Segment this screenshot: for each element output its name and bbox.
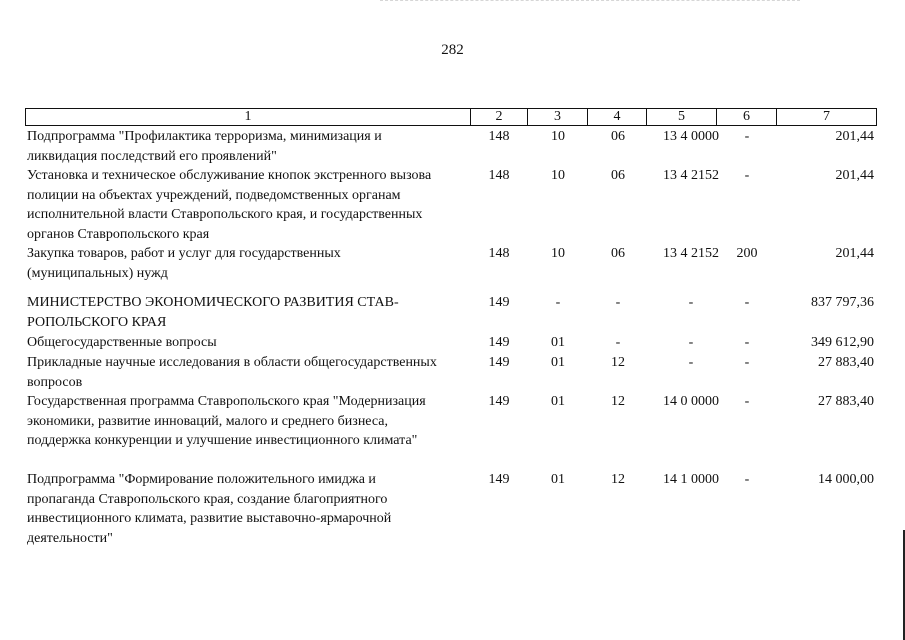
cell-col3: 01 (551, 394, 565, 409)
row-description: МИНИСТЕРСТВО ЭКОНОМИЧЕСКОГО РАЗВИТИЯ СТАВ-РОПОЛЬСКОГО КРАЯ (27, 295, 399, 330)
cell-col5: 13 4 2152 (663, 246, 719, 261)
cell-col6: - (744, 129, 750, 144)
cell-col6: - (744, 295, 750, 310)
row-description: Прикладные научные исследования в области общегосударственных вопросов (27, 355, 437, 390)
cell-col7: 27 883,40 (818, 394, 874, 409)
row-description: Подпрограмма "Формирование положительного имиджа и пропаганда Ставропольского края, создание благоприятного инвестиционного климата, развитие выставочно-ярмарочной деятельности" (27, 472, 392, 546)
cell-col6: - (744, 472, 750, 487)
table-row (25, 244, 876, 293)
cell-col2: 149 (488, 394, 510, 409)
cell-col5: 14 0 0000 (663, 394, 719, 409)
table-row (25, 353, 876, 392)
row-description: Общегосударственные вопросы (27, 335, 217, 350)
column-header-4: 4 (588, 109, 647, 126)
cell-col3: 01 (551, 355, 565, 370)
cell-col7: 14 000,00 (818, 472, 874, 487)
cell-col7: 837 797,36 (811, 295, 874, 310)
cell-col4: - (615, 335, 621, 350)
table-row (25, 470, 876, 548)
column-header-3: 3 (528, 109, 588, 126)
cell-col3: 01 (551, 335, 565, 350)
cell-col3: 01 (551, 472, 565, 487)
cell-col2: 149 (488, 335, 510, 350)
cell-col3: 10 (551, 129, 565, 144)
cell-col6: - (744, 355, 750, 370)
cell-col2: 149 (488, 295, 510, 310)
page-number: 282 (441, 42, 464, 58)
cell-col4: 12 (611, 394, 625, 409)
cell-col7: 349 612,90 (811, 335, 874, 350)
cell-col7: 201,44 (835, 246, 874, 261)
cell-col6: - (744, 394, 750, 409)
cell-col6: - (744, 168, 750, 183)
cell-col3: - (555, 295, 561, 310)
row-description: Установка и техническое обслуживание кнопок экстренного вызова полиции на объектах учреждений, подведомственных органам исполнительной власти Ставропольского края, и государственных органов Ставропольского края (27, 168, 432, 242)
cell-col5: 13 4 0000 (663, 129, 719, 144)
column-header-1: 1 (26, 109, 471, 126)
cell-col5: 13 4 2152 (663, 168, 719, 183)
cell-col4: 06 (611, 129, 625, 144)
column-header-5: 5 (647, 109, 717, 126)
cell-col5: - (688, 295, 694, 310)
row-description: Закупка товаров, работ и услуг для государственных (муниципальных) нужд (27, 246, 341, 281)
row-description: Государственная программа Ставропольского края "Модернизация экономики, развитие инноваций, малого и среднего бизнеса, поддержка конкуренции и улучшение инвестиционного климата" (27, 394, 426, 448)
cell-col7: 201,44 (835, 168, 874, 183)
cell-col6: 200 (736, 246, 758, 261)
cell-col4: - (615, 295, 621, 310)
cell-col7: 27 883,40 (818, 355, 874, 370)
table-body (25, 127, 876, 548)
cell-col3: 10 (551, 246, 565, 261)
row-description: Подпрограмма "Профилактика терроризма, минимизация и ликвидация последствий его проявлений" (27, 129, 382, 164)
column-header-7: 7 (777, 109, 877, 126)
cell-col5: - (688, 335, 694, 350)
cell-col4: 06 (611, 168, 625, 183)
column-header-row (25, 108, 877, 126)
page-edge-line (903, 530, 905, 640)
cell-col7: 201,44 (835, 129, 874, 144)
cell-col3: 10 (551, 168, 565, 183)
cell-col2: 148 (488, 168, 510, 183)
cell-col5: - (688, 355, 694, 370)
cell-col4: 12 (611, 355, 625, 370)
column-header-2: 2 (471, 109, 528, 126)
cell-col2: 149 (488, 355, 510, 370)
cell-col2: 148 (488, 129, 510, 144)
table-row (25, 166, 876, 244)
table-row (25, 127, 876, 166)
column-header-6: 6 (717, 109, 777, 126)
cell-col2: 148 (488, 246, 510, 261)
table-row (25, 293, 876, 333)
table-row (25, 392, 876, 470)
cell-col2: 149 (488, 472, 510, 487)
cell-col4: 06 (611, 246, 625, 261)
table-row (25, 333, 876, 353)
cell-col4: 12 (611, 472, 625, 487)
cell-col6: - (744, 335, 750, 350)
scan-artifact (380, 0, 800, 4)
cell-col5: 14 1 0000 (663, 472, 719, 487)
